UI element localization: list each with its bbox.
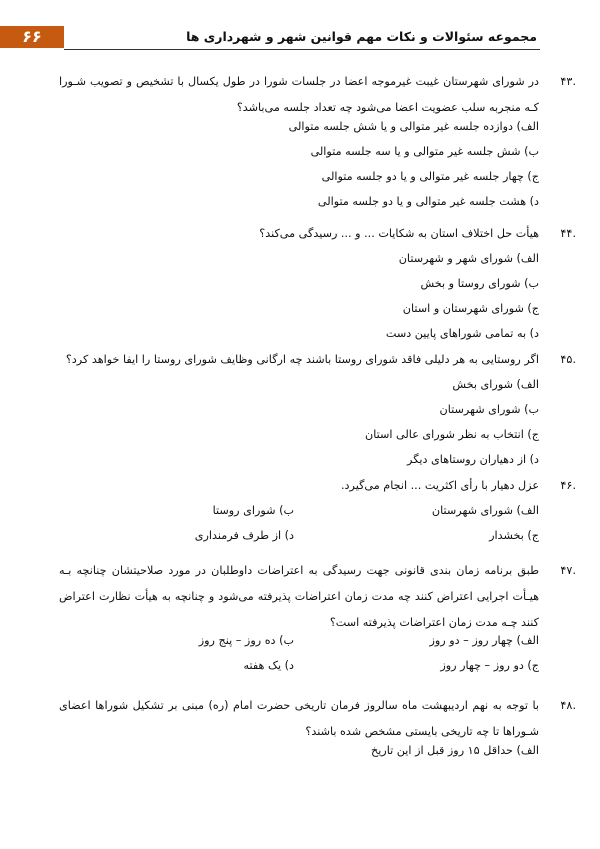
options-row-2 [59, 657, 539, 682]
question-46 [59, 477, 576, 552]
running-title: مجموعه سئوالات و نکات مهم قوانین شهر و شهرداری ها [186, 29, 537, 44]
question-stem: با توجه به نهم اردیبهشت ماه سالروز فرمان تاریخی حضرت امام (ره) مبنی بر تشکیل شوراها اعضای شـوراها تا چه تاریخی بایستی مشخص شده باشند؟ [59, 699, 539, 738]
option-b: ب) شش جلسه غیر متوالی و یا سه جلسه متوالی [310, 145, 539, 158]
question-number: ۴۴. [560, 227, 576, 240]
option-b: ب) ده روز – پنج روز [198, 634, 294, 647]
question-48 [59, 697, 576, 767]
option-b: ب) شورای روستا و بخش [420, 277, 539, 290]
option-a: الف) شورای شهرستان [431, 504, 539, 517]
header-rule [64, 49, 540, 50]
question-number: ۴۳. [560, 75, 576, 88]
option-d: د) از طرف فرمنداری [194, 529, 294, 542]
page-header [0, 26, 600, 52]
option-c: ج) انتخاب به نظر شورای عالی استان [365, 428, 539, 441]
option-d: د) هشت جلسه غیر متوالی و یا دو جلسه متوالی [317, 195, 539, 208]
options-row-1 [59, 502, 539, 527]
question-number: ۴۷. [560, 564, 576, 577]
question-stem: هیأت حل اختلاف استان به شکایات ... و ... رسیدگی می‌کند؟ [259, 227, 539, 240]
option-c: ج) شورای شهرستان و استان [402, 302, 539, 315]
question-stem: اگر روستایی به هر دلیلی فاقد شورای روستا باشند چه ارگانی وظایف شورای روستا را ایفا خواهد کرد؟ [65, 353, 539, 366]
question-stem: طبق برنامه زمان بندی قانونی جهت رسیدگی به اعتراضات داوطلبان در مورد صلاحیتشان چنانچه بـه هیـأت اجرایی اعتراض کنند چه مدت زمان اعتراضات پذیرفته می‌شود و چنانچه به هیأت نظارت اعتراض کنند چـه مدت زمان اعتراضات پذیرفته است؟ [59, 564, 539, 629]
question-number: ۴۶. [560, 479, 576, 492]
option-c: ج) بخشدار [489, 529, 539, 542]
question-stem: در شورای شهرستان غیبت غیرموجه اعضا در جلسات شورا در طول یکسال با تشخیص و تصویب شـورا کـه منجربه سلب عضویت اعضا می‌شود چه تعداد جلسه می‌باشد؟ [59, 75, 539, 114]
option-a: الف) چهار روز – دو روز [429, 634, 539, 647]
question-45 [59, 351, 576, 476]
option-a: الف) شورای شهر و شهرستان [398, 252, 539, 265]
question-number: ۴۵. [560, 353, 576, 366]
page-number-badge: ۶۶ [0, 26, 64, 48]
option-d: د) یک هفته [243, 659, 294, 672]
option-a: الف) حداقل ۱۵ روز قبل از این تاریخ [370, 744, 539, 757]
option-b: ب) شورای روستا [212, 504, 294, 517]
question-47 [59, 562, 576, 682]
option-d: د) از دهیاران روستاهای دیگر [407, 453, 539, 466]
option-c: ج) چهار جلسه غیر متوالی و یا دو جلسه متوالی [321, 170, 539, 183]
option-b: ب) شورای شهرستان [439, 403, 539, 416]
options-row-2 [59, 527, 539, 552]
option-a: الف) دوازده جلسه غیر متوالی و یا شش جلسه متوالی [288, 120, 539, 133]
question-44 [59, 225, 576, 350]
option-c: ج) دو روز – چهار روز [440, 659, 539, 672]
question-stem: عزل دهیار با رأی اکثریت ... انجام می‌گیرد. [341, 479, 539, 492]
options-row-1 [59, 632, 539, 657]
option-a: الف) شورای بخش [452, 378, 539, 391]
question-number: ۴۸. [560, 699, 576, 712]
question-43 [59, 73, 576, 218]
option-d: د) به تمامی شوراهای پایین دست [385, 327, 539, 340]
